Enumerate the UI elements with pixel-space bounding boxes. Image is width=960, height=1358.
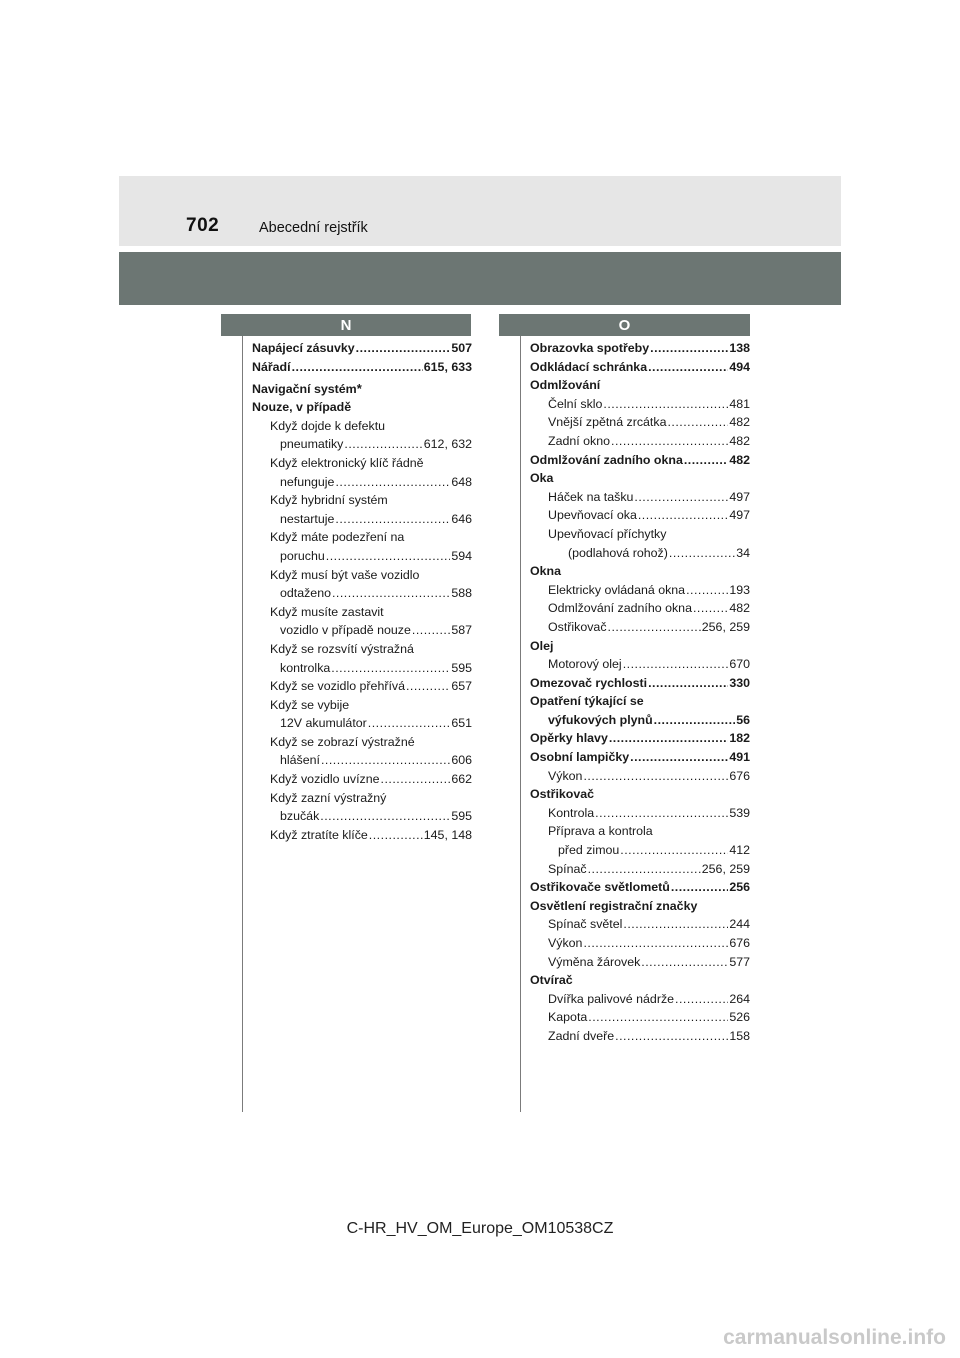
page-number: 702 bbox=[186, 215, 220, 236]
index-entry-text: Když ztratíte klíče bbox=[270, 827, 368, 842]
dot-leader bbox=[381, 770, 451, 789]
dot-leader bbox=[595, 804, 728, 823]
index-entry-text: Upevňovací příchytky bbox=[548, 526, 667, 541]
dot-leader bbox=[603, 395, 728, 414]
index-entry-text: Napájecí zásuvky bbox=[252, 341, 355, 355]
letter-heading-o: O bbox=[499, 314, 750, 336]
index-entry-text: Odkládací schránka bbox=[530, 359, 648, 374]
index-entry-text: Omezovač rychlosti bbox=[530, 675, 648, 690]
index-entry bbox=[530, 748, 750, 767]
index-entry-page[interactable]: 539 bbox=[729, 805, 750, 820]
index-entry-text: Když se zobrazí výstražné bbox=[270, 734, 415, 749]
index-entry bbox=[530, 1027, 750, 1046]
index-entry bbox=[530, 469, 750, 488]
index-entry-page[interactable]: 182 bbox=[729, 731, 750, 746]
index-entry bbox=[530, 544, 750, 563]
index-entry bbox=[530, 841, 750, 860]
index-entry-text: Když se vozidlo přehřívá bbox=[270, 679, 405, 694]
index-entry-page[interactable]: 482 bbox=[729, 452, 750, 467]
index-entry bbox=[530, 637, 750, 656]
index-entry-text: Odmlžování bbox=[530, 378, 601, 393]
dot-leader bbox=[335, 473, 450, 492]
index-entry-text: Odmlžování zadního okna bbox=[530, 452, 683, 467]
index-entry-text: Odmlžování zadního okna bbox=[548, 601, 692, 616]
index-entry bbox=[530, 711, 750, 730]
index-entry bbox=[530, 358, 750, 377]
index-entry-text: Obrazovka spotřeby bbox=[530, 341, 650, 355]
dot-leader bbox=[369, 826, 423, 845]
index-entry bbox=[530, 395, 750, 414]
index-entry-text: Spínač bbox=[548, 861, 587, 876]
index-entry-text: výfukových plynů bbox=[548, 712, 653, 727]
footnote-marker: * bbox=[356, 380, 362, 396]
index-entry-page[interactable]: 491 bbox=[729, 750, 750, 765]
index-entry-page[interactable]: 595 bbox=[451, 809, 472, 824]
index-entry-page[interactable]: 158 bbox=[729, 1028, 750, 1043]
index-entry-text: Příprava a kontrola bbox=[548, 824, 653, 839]
dot-leader bbox=[623, 655, 729, 674]
index-entry bbox=[252, 714, 472, 733]
dot-leader bbox=[634, 488, 728, 507]
index-entry-text: Výkon bbox=[548, 768, 583, 783]
index-entry-page[interactable]: 482 bbox=[729, 601, 750, 616]
index-entry bbox=[530, 581, 750, 600]
index-entry-text: Čelní sklo bbox=[548, 396, 603, 411]
index-entry bbox=[530, 729, 750, 748]
index-entry-text: Kontrola bbox=[548, 805, 595, 820]
index-entry-text: Motorový olej bbox=[548, 657, 622, 672]
document-code: C-HR_HV_OM_Europe_OM10538CZ bbox=[346, 1220, 614, 1237]
index-entry-text: Oka bbox=[530, 471, 554, 486]
index-entry-page[interactable]: 481 bbox=[729, 396, 750, 411]
index-entry-page[interactable]: 612, 632 bbox=[423, 437, 472, 452]
dot-leader bbox=[412, 621, 450, 640]
index-entry-page[interactable]: 138 bbox=[729, 341, 750, 355]
index-entry bbox=[530, 934, 750, 953]
index-entry-text: nefunguje bbox=[280, 474, 335, 489]
dot-leader bbox=[588, 1008, 728, 1027]
index-entry-text: Zadní dveře bbox=[548, 1028, 615, 1043]
index-entry-text: Když zazní výstražný bbox=[270, 790, 387, 805]
index-entry-page[interactable]: 34 bbox=[736, 545, 750, 560]
index-entry bbox=[252, 807, 472, 826]
index-entry-page[interactable]: 588 bbox=[451, 586, 472, 601]
index-entry bbox=[530, 432, 750, 451]
index-entry-page[interactable]: 646 bbox=[451, 511, 472, 526]
index-entry-text: Když vozidlo uvízne bbox=[270, 772, 380, 787]
index-entry-text: Nářadí bbox=[252, 359, 291, 374]
dot-leader bbox=[615, 1027, 728, 1046]
index-entry-text: před zimou bbox=[558, 843, 620, 858]
index-entry bbox=[252, 751, 472, 770]
index-entry bbox=[530, 1008, 750, 1027]
index-entry-text: Osobní lampičky bbox=[530, 750, 630, 765]
watermark: carmanualsonline.info bbox=[723, 1326, 946, 1349]
index-entry-page[interactable]: 497 bbox=[729, 508, 750, 523]
index-entry bbox=[252, 473, 472, 492]
index-entry bbox=[252, 528, 472, 547]
index-entry-page[interactable]: 264 bbox=[729, 991, 750, 1006]
dot-leader bbox=[583, 934, 728, 953]
index-entry bbox=[530, 506, 750, 525]
index-entry bbox=[530, 599, 750, 618]
dot-leader bbox=[356, 339, 451, 358]
index-entry-page[interactable]: 676 bbox=[729, 768, 750, 783]
index-entry-page[interactable]: 595 bbox=[451, 660, 472, 675]
index-entry bbox=[530, 953, 750, 972]
index-entry-text: bzučák bbox=[280, 809, 320, 824]
dot-leader bbox=[611, 432, 728, 451]
dot-leader bbox=[583, 767, 728, 786]
index-entry bbox=[530, 822, 750, 841]
dot-leader bbox=[406, 677, 450, 696]
index-entry-text: (podlahová rohož) bbox=[568, 545, 668, 560]
dot-leader bbox=[675, 990, 728, 1009]
index-entry bbox=[530, 971, 750, 990]
index-entry-text: Osvětlení registrační značky bbox=[530, 898, 698, 913]
index-entry-text: Když musí být vaše vozidlo bbox=[270, 567, 420, 582]
index-entry-text: poruchu bbox=[280, 548, 325, 563]
index-entry-page[interactable]: 256, 259 bbox=[701, 619, 750, 634]
index-entry bbox=[530, 692, 750, 711]
left-column-rule bbox=[242, 336, 243, 1112]
index-entry-text: Spínač světel bbox=[548, 917, 623, 932]
dot-leader bbox=[693, 599, 728, 618]
right-column-rule bbox=[520, 336, 521, 1112]
header-band bbox=[119, 176, 841, 246]
index-entry bbox=[252, 826, 472, 845]
index-entry bbox=[252, 677, 472, 696]
index-entry-page[interactable]: 256 bbox=[729, 880, 750, 895]
index-entry-page[interactable]: 482 bbox=[729, 415, 750, 430]
index-entry-text: hlášení bbox=[280, 753, 320, 768]
index-entry-text: Kapota bbox=[548, 1010, 588, 1025]
index-entry bbox=[530, 897, 750, 916]
index-entry-text: Když hybridní systém bbox=[270, 493, 388, 508]
index-entry-text: Opěrky hlavy bbox=[530, 731, 608, 746]
dot-leader bbox=[326, 547, 451, 566]
dot-leader bbox=[321, 751, 450, 770]
index-entry-text: odtaženo bbox=[280, 586, 331, 601]
section-title: Abecední rejstřík bbox=[259, 220, 368, 236]
index-entry-text: Háček na tašku bbox=[548, 489, 634, 504]
index-entry-text: Když musíte zastavit bbox=[270, 604, 384, 619]
index-entry bbox=[530, 525, 750, 544]
index-entry bbox=[530, 785, 750, 804]
dot-leader bbox=[344, 435, 422, 454]
dot-leader bbox=[320, 807, 450, 826]
index-entry-page[interactable]: 587 bbox=[451, 623, 472, 638]
index-entry-page[interactable]: 606 bbox=[451, 753, 472, 768]
index-entry bbox=[252, 659, 472, 678]
index-entry-text: 12V akumulátor bbox=[280, 716, 367, 731]
index-entry bbox=[252, 376, 472, 398]
dot-leader bbox=[641, 953, 728, 972]
index-entry bbox=[530, 562, 750, 581]
dot-leader bbox=[331, 659, 450, 678]
index-entry bbox=[530, 413, 750, 432]
index-entry-page[interactable]: 670 bbox=[729, 657, 750, 672]
dot-leader bbox=[650, 339, 728, 358]
index-entry-text: pneumatiky bbox=[280, 437, 344, 452]
index-entry bbox=[252, 398, 472, 417]
dot-leader bbox=[630, 748, 728, 767]
index-entry-page[interactable]: 56 bbox=[736, 712, 750, 727]
index-entry bbox=[530, 860, 750, 879]
index-entry-text: Ostřikovače světlometů bbox=[530, 880, 670, 895]
index-entry-text: Když elektronický klíč řádně bbox=[270, 455, 424, 470]
dot-leader bbox=[608, 618, 701, 637]
index-entry bbox=[530, 655, 750, 674]
dot-leader bbox=[667, 413, 728, 432]
index-entry bbox=[252, 566, 472, 585]
dot-leader bbox=[648, 358, 728, 377]
index-entry bbox=[530, 878, 750, 897]
index-entry-text: Okna bbox=[530, 564, 561, 579]
index-entry-page[interactable]: 244 bbox=[729, 917, 750, 932]
index-entry-page[interactable]: 193 bbox=[729, 582, 750, 597]
index-entry bbox=[252, 339, 472, 358]
index-entry bbox=[252, 417, 472, 436]
index-entry-page[interactable]: 330 bbox=[729, 675, 750, 690]
index-entry-page[interactable]: 482 bbox=[729, 433, 750, 448]
index-entry-page[interactable]: 648 bbox=[451, 474, 472, 489]
index-entry-page[interactable]: 615, 633 bbox=[423, 359, 472, 374]
index-entry-text: nestartuje bbox=[280, 511, 335, 526]
index-entry-text: Upevňovací oka bbox=[548, 508, 637, 523]
index-entry-page[interactable]: 662 bbox=[451, 772, 472, 787]
index-entry bbox=[252, 358, 472, 377]
index-entry bbox=[530, 674, 750, 693]
dot-leader bbox=[648, 674, 728, 693]
index-entry-text: Výměna žárovek bbox=[548, 954, 641, 969]
index-entry-page[interactable]: 507 bbox=[451, 341, 472, 355]
index-entry bbox=[252, 547, 472, 566]
index-entry bbox=[530, 488, 750, 507]
index-entry bbox=[252, 733, 472, 752]
index-entry-text: Když se vybije bbox=[270, 697, 350, 712]
index-entry-text: kontrolka bbox=[280, 660, 331, 675]
index-entry bbox=[530, 339, 750, 358]
index-entry bbox=[252, 603, 472, 622]
index-entry-text: Když dojde k defektu bbox=[270, 418, 386, 433]
index-entry bbox=[252, 454, 472, 473]
index-entry-page[interactable]: 526 bbox=[729, 1010, 750, 1025]
dot-leader bbox=[332, 584, 450, 603]
index-entry-page[interactable]: 145, 148 bbox=[423, 827, 472, 842]
index-entry-text: Opatření týkající se bbox=[530, 694, 644, 709]
dot-leader bbox=[684, 451, 728, 470]
index-column-n bbox=[252, 339, 472, 844]
index-entry-text: Ostřikovač bbox=[530, 787, 595, 802]
index-entry-page[interactable]: 676 bbox=[729, 936, 750, 950]
index-entry-text: Olej bbox=[530, 638, 554, 653]
index-entry bbox=[252, 789, 472, 808]
index-entry-page[interactable]: 494 bbox=[729, 359, 750, 374]
letter-heading-n: N bbox=[221, 314, 471, 336]
section-band bbox=[119, 252, 841, 305]
index-entry bbox=[252, 435, 472, 454]
index-entry-page[interactable]: 497 bbox=[729, 489, 750, 504]
dot-leader bbox=[686, 581, 728, 600]
dot-leader bbox=[654, 711, 736, 730]
index-entry-text: Dvířka palivové nádrže bbox=[548, 991, 675, 1006]
index-entry bbox=[530, 990, 750, 1009]
dot-leader bbox=[609, 729, 728, 748]
index-entry-text: Zadní okno bbox=[548, 433, 610, 448]
index-entry-page[interactable]: 657 bbox=[451, 679, 472, 694]
index-entry-page[interactable]: 651 bbox=[451, 716, 472, 731]
index-entry-text: Ostřikovač bbox=[548, 619, 607, 634]
index-entry-page[interactable]: 412 bbox=[729, 843, 750, 858]
index-entry bbox=[252, 696, 472, 715]
index-entry bbox=[530, 618, 750, 637]
index-entry-text: Vnější zpětná zrcátka bbox=[548, 415, 667, 430]
dot-leader bbox=[588, 860, 701, 879]
index-entry bbox=[530, 451, 750, 470]
index-entry bbox=[252, 640, 472, 659]
index-entry-text: Výkon bbox=[548, 936, 583, 950]
index-entry bbox=[530, 915, 750, 934]
index-entry-text: Nouze, v případě bbox=[252, 400, 352, 415]
index-column-o bbox=[530, 339, 750, 1046]
index-entry bbox=[530, 804, 750, 823]
index-entry-page[interactable]: 594 bbox=[451, 548, 472, 563]
dot-leader bbox=[669, 544, 735, 563]
index-entry bbox=[530, 767, 750, 786]
index-entry bbox=[252, 621, 472, 640]
dot-leader bbox=[638, 506, 728, 525]
index-entry bbox=[252, 491, 472, 510]
index-entry-text: Když se rozsvítí výstražná bbox=[270, 641, 414, 656]
index-entry bbox=[252, 770, 472, 789]
index-entry-page[interactable]: 577 bbox=[729, 954, 750, 969]
index-entry-text: vozidlo v případě nouze bbox=[280, 623, 411, 638]
index-entry-text: Když máte podezření na bbox=[270, 530, 405, 545]
dot-leader bbox=[671, 878, 729, 897]
dot-leader bbox=[292, 358, 423, 377]
index-entry-text: Navigační systém bbox=[252, 381, 357, 396]
dot-leader bbox=[623, 915, 728, 934]
index-entry bbox=[252, 584, 472, 603]
index-entry bbox=[252, 510, 472, 529]
index-entry-page[interactable]: 256, 259 bbox=[701, 861, 750, 876]
index-entry bbox=[530, 376, 750, 395]
index-entry-text: Elektricky ovládaná okna bbox=[548, 582, 686, 597]
dot-leader bbox=[368, 714, 451, 733]
index-entry-text: Otvírač bbox=[530, 973, 573, 988]
dot-leader bbox=[335, 510, 450, 529]
dot-leader bbox=[620, 841, 728, 860]
